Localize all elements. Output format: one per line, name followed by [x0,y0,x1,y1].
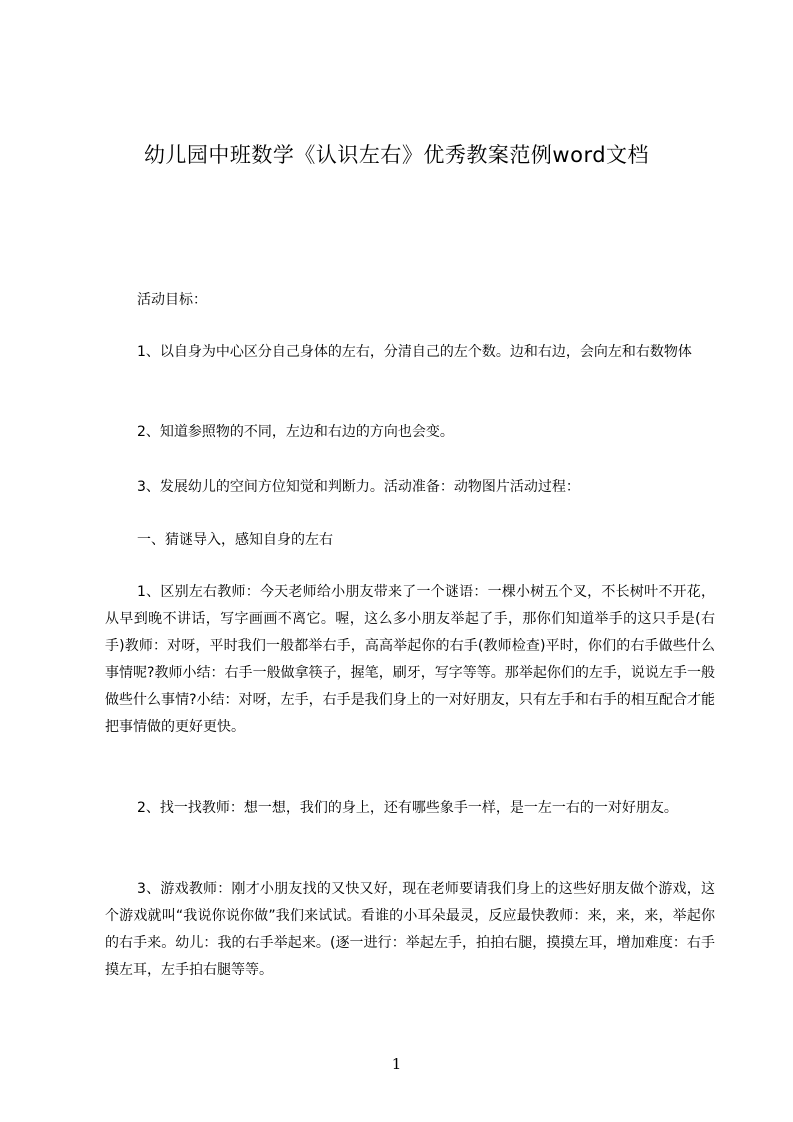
paragraph-step-3: 3、游戏教师：刚才小朋友找的又快又好，现在老师要请我们身上的这些好朋友做个游戏，这个游戏就叫“我说你说你做”我们来试试。看谁的小耳朵最灵，反应最快教师：来，来，来，举起你的右手来。幼儿：我的右手举起来。(逐一进行：举起左手，拍拍右腿，摸摸左耳，增加难度：右手摸左耳，左手拍右腿等等。 [105,881,715,978]
paragraph-goal-3: 3、发展幼儿的空间方位知觉和判断力。活动准备：动物图片活动过程： [137,479,580,495]
paragraph-goal-2: 2、知道参照物的不同，左边和右边的方向也会变。 [137,424,454,440]
document-title: 幼儿园中班数学《认识左右》优秀教案范例word文档 [143,143,650,167]
paragraph-section-1-heading: 一、猜谜导入，感知自身的左右 [137,532,333,548]
page-number: 1 [391,1055,402,1073]
paragraph-step-1: 1、区别左右教师：今天老师给小朋友带来了一个谜语：一棵小树五个叉，不长树叶不开花，从早到晚不讲话，写字画画不离它。喔，这么多小朋友举起了手，那你们知道举手的这只手是(右手)教师：对呀，平时我们一般都举右手，高高举起你的右手(教师检查)平时，你们的右手做些什么事情呢?教师小结：右手一般做拿筷子，握笔，刷牙，写字等等。那举起你们的左手，说说左手一般做些什么事情?小结：对呀，左手，右手是我们身上的一对好朋友，只有左手和右手的相互配合才能把事情做的更好更快。 [105,584,715,735]
paragraph-step-2: 2、找一找教师：想一想，我们的身上，还有哪些象手一样，是一左一右的一对好朋友。 [137,800,678,816]
paragraph-activity-goals: 活动目标： [137,292,207,308]
paragraph-goal-1: 1、以自身为中心区分自己身体的左右，分清自己的左个数。边和右边，会向左和右数物体 [137,344,692,360]
